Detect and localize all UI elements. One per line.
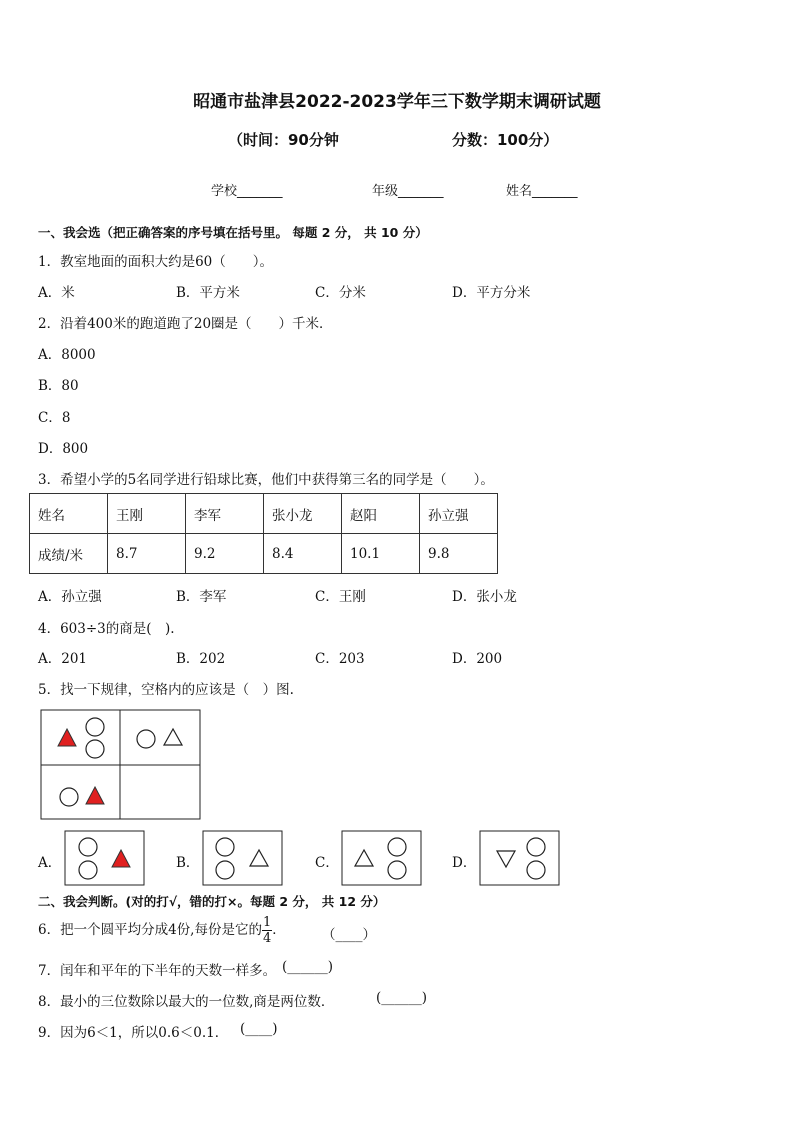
q5-option-b-figure bbox=[202, 830, 284, 887]
section-2-title: 二、我会判断。(对的打√，错的打×。每题 2 分， 共 12 分） bbox=[38, 894, 386, 909]
inverted-triangle-icon bbox=[497, 851, 515, 867]
circle-icon bbox=[86, 740, 104, 758]
q4-option-c: C．203 bbox=[315, 651, 365, 667]
q2-option-d: D．800 bbox=[38, 441, 89, 457]
red-triangle-icon bbox=[112, 850, 130, 867]
circle-icon bbox=[216, 838, 234, 856]
q4-option-a: A．201 bbox=[38, 651, 88, 667]
table-cell: 8.4 bbox=[264, 534, 342, 574]
q2-option-b: B．80 bbox=[38, 378, 79, 394]
triangle-icon bbox=[250, 850, 268, 866]
q4-option-b: B．202 bbox=[176, 651, 226, 667]
q1-option-b: B．平方米 bbox=[176, 285, 240, 301]
q5-option-a-figure bbox=[64, 830, 146, 887]
question-7-stem: 7．闰年和平年的下半年的天数一样多。 bbox=[38, 963, 277, 979]
question-8-answer-blank[interactable]: (______) bbox=[376, 990, 428, 1006]
q1-option-a: A．米 bbox=[38, 285, 75, 301]
table-cell: 王刚 bbox=[108, 494, 186, 534]
school-field: 学校_______ bbox=[211, 184, 283, 199]
q4-option-d: D．200 bbox=[452, 651, 503, 667]
circle-icon bbox=[527, 861, 545, 879]
table-cell: 李军 bbox=[186, 494, 264, 534]
question-9-answer-blank[interactable]: (____) bbox=[240, 1021, 278, 1037]
table-cell: 成绩/米 bbox=[30, 534, 108, 574]
triangle-icon bbox=[164, 729, 182, 745]
q5-option-a: A． bbox=[38, 855, 62, 871]
circle-icon bbox=[86, 718, 104, 736]
q2-option-c: C．8 bbox=[38, 410, 71, 426]
pattern-grid bbox=[40, 709, 202, 821]
circle-icon bbox=[79, 861, 97, 879]
red-triangle-icon bbox=[86, 787, 104, 804]
q1-option-d: D．平方分米 bbox=[452, 285, 531, 301]
page-title: 昭通市盐津县2022-2023学年三下数学期末调研试题 bbox=[193, 92, 601, 112]
circle-icon bbox=[137, 730, 155, 748]
exam-time: （时间：90分钟 bbox=[228, 131, 339, 149]
q3-option-b: B．李军 bbox=[176, 589, 227, 605]
q5-option-b: B． bbox=[176, 855, 200, 871]
question-8-stem: 8．最小的三位数除以最大的一位数,商是两位数． bbox=[38, 994, 335, 1010]
q5-option-d-figure bbox=[479, 830, 561, 887]
question-5-stem: 5．找一下规律，空格内的应该是（ ）图. bbox=[38, 682, 294, 698]
red-triangle-icon bbox=[58, 729, 76, 746]
grade-field: 年级_______ bbox=[372, 184, 444, 199]
question-2-stem: 2．沿着400米的跑道跑了20圈是（ ）千米． bbox=[38, 316, 333, 332]
q5-option-c: C． bbox=[315, 855, 339, 871]
exam-score: 分数：100分） bbox=[452, 131, 559, 149]
circle-icon bbox=[216, 861, 234, 879]
fraction-numerator: 1 bbox=[262, 915, 272, 930]
question-6 bbox=[38, 912, 286, 948]
table-cell: 9.8 bbox=[420, 534, 498, 574]
q1-option-c: C．分米 bbox=[315, 285, 366, 301]
table-row bbox=[30, 494, 498, 534]
q3-option-c: C．王刚 bbox=[315, 589, 366, 605]
circle-icon bbox=[60, 788, 78, 806]
circle-icon bbox=[388, 838, 406, 856]
question-6-stem: 6．把一个圆平均分成4份,每份是它的 bbox=[38, 922, 262, 938]
question-6-tail: ． bbox=[272, 922, 286, 938]
name-field: 姓名_______ bbox=[506, 184, 578, 199]
table-cell: 孙立强 bbox=[420, 494, 498, 534]
fraction-denominator: 4 bbox=[262, 931, 272, 946]
question-1-stem: 1．教室地面的面积大约是60（ ）。 bbox=[38, 254, 274, 270]
circle-icon bbox=[79, 838, 97, 856]
q3-option-d: D．张小龙 bbox=[452, 589, 517, 605]
q2-option-a: A．8000 bbox=[38, 347, 96, 363]
section-1-title: 一、我会选（把正确答案的序号填在括号里。 每题 2 分， 共 10 分） bbox=[38, 225, 428, 240]
triangle-icon bbox=[355, 850, 373, 866]
circle-icon bbox=[388, 861, 406, 879]
table-cell: 10.1 bbox=[342, 534, 420, 574]
table-row bbox=[30, 534, 498, 574]
table-cell: 9.2 bbox=[186, 534, 264, 574]
table-cell: 姓名 bbox=[30, 494, 108, 534]
table-cell: 赵阳 bbox=[342, 494, 420, 534]
q5-option-c-figure bbox=[341, 830, 423, 887]
q5-option-d: D． bbox=[452, 855, 477, 871]
question-6-answer-blank[interactable]: （____） bbox=[322, 927, 376, 943]
score-table bbox=[29, 493, 498, 574]
question-9-stem: 9．因为6＜1，所以0.6＜0.1． bbox=[38, 1025, 229, 1041]
table-cell: 张小龙 bbox=[264, 494, 342, 534]
question-7-answer-blank[interactable]: (______) bbox=[282, 959, 334, 975]
fraction-one-quarter bbox=[262, 915, 272, 946]
table-cell: 8.7 bbox=[108, 534, 186, 574]
circle-icon bbox=[527, 838, 545, 856]
question-4-stem: 4．603÷3的商是( ). bbox=[38, 621, 175, 637]
question-3-stem: 3．希望小学的5名同学进行铅球比赛，他们中获得第三名的同学是（ ）。 bbox=[38, 472, 494, 488]
q3-option-a: A．孙立强 bbox=[38, 589, 102, 605]
